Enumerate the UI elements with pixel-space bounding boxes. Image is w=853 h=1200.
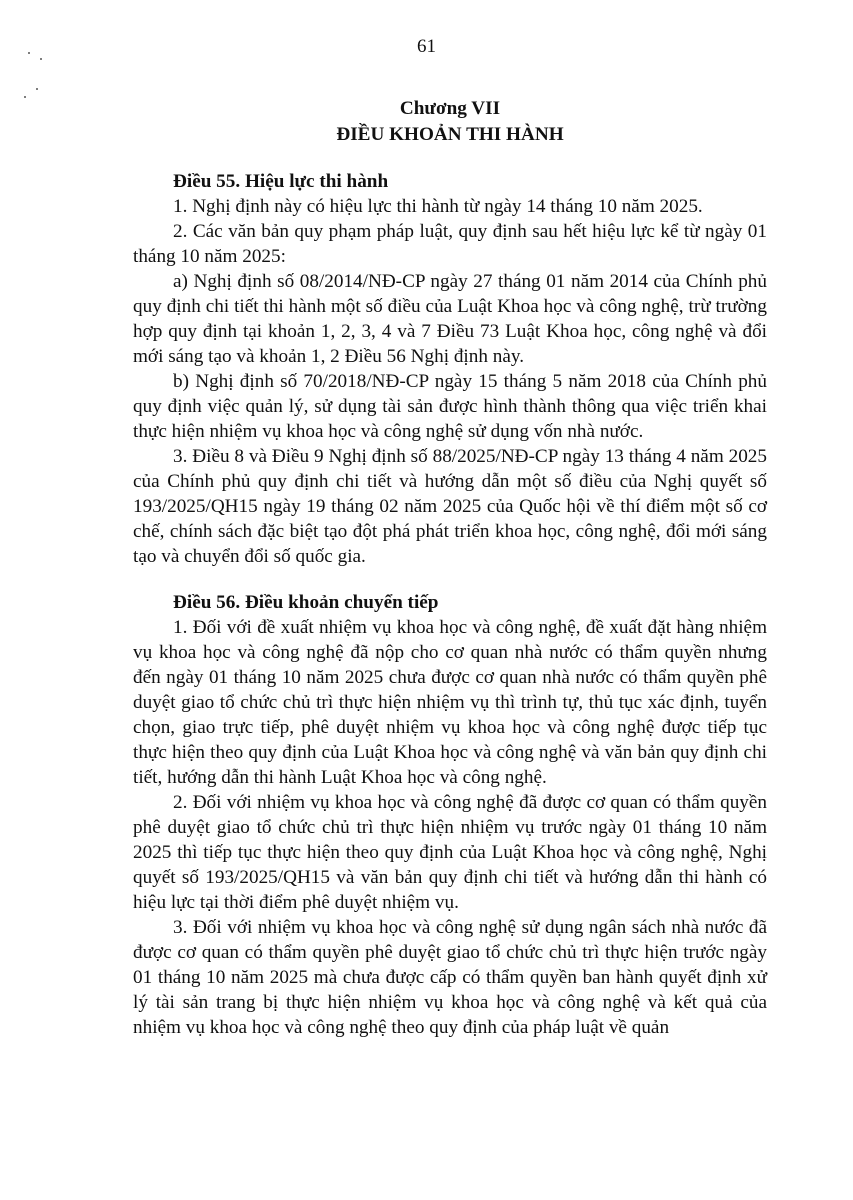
article-56-clause-2: 2. Đối với nhiệm vụ khoa học và công nghệ đã được cơ quan có thẩm quyền phê duyệt giao tổ chức chủ trì thực hiện nhiệm vụ trước ngày 01 tháng 10 năm 2025 thì tiếp tục thực hiện theo quy định của Luật Khoa học và công nghệ, Nghị quyết số 193/2025/QH15 và văn bản quy định chi tiết và hướng dẫn thi hành có hiệu lực tại thời điểm phê duyệt nhiệm vụ. — [133, 792, 767, 913]
chapter-number: Chương VII — [399, 98, 501, 119]
scan-speck — [36, 88, 38, 90]
scan-speck — [24, 96, 26, 98]
article-55-title: Điều 55. Hiệu lực thi hành — [173, 171, 389, 192]
document-body — [133, 96, 767, 1040]
article-56-clause-3: 3. Đối với nhiệm vụ khoa học và công nghệ sử dụng ngân sách nhà nước đã được cơ quan có thẩm quyền phê duyệt giao tổ chức chủ trì thực hiện trước ngày 01 tháng 10 năm 2025 mà chưa được cấp có thẩm quyền ban hành quyết định xử lý tài sản trang bị thực hiện nhiệm vụ khoa học và công nghệ và kết quả của nhiệm vụ khoa học và công nghệ theo quy định của pháp luật về quản — [133, 917, 767, 1038]
article-56-clause-1: 1. Đối với đề xuất nhiệm vụ khoa học và công nghệ, đề xuất đặt hàng nhiệm vụ khoa học và công nghệ đã nộp cho cơ quan nhà nước có thẩm quyền nhưng đến ngày 01 tháng 10 năm 2025 chưa được cơ quan nhà nước có thẩm quyền phê duyệt giao tổ chức chủ trì thực hiện nhiệm vụ thì trình tự, thủ tục xác định, tuyển chọn, giao trực tiếp, phê duyệt nhiệm vụ khoa học và công nghệ được tiếp tục thực hiện theo quy định của Luật Khoa học và công nghệ và văn bản quy định chi tiết, hướng dẫn thi hành Luật Khoa học và công nghệ. — [133, 617, 767, 788]
article-55-clause-2: 2. Các văn bản quy phạm pháp luật, quy định sau hết hiệu lực kể từ ngày 01 tháng 10 năm 2025: — [133, 221, 767, 267]
article-56-title: Điều 56. Điều khoản chuyển tiếp — [173, 592, 439, 613]
chapter-title: ĐIỀU KHOẢN THI HÀNH — [336, 124, 564, 145]
scan-speck — [40, 58, 42, 60]
article-55-clause-2a: a) Nghị định số 08/2014/NĐ-CP ngày 27 tháng 01 năm 2014 của Chính phủ quy định chi tiết thi hành một số điều của Luật Khoa học và công nghệ, trừ trường hợp quy định tại khoản 1, 2, 3, 4 và 7 Điều 73 Luật Khoa học, công nghệ và đổi mới sáng tạo và khoản 1, 2 Điều 56 Nghị định này. — [133, 271, 767, 367]
article-55-clause-2b: b) Nghị định số 70/2018/NĐ-CP ngày 15 tháng 5 năm 2018 của Chính phủ quy định việc quản lý, sử dụng tài sản được hình thành thông qua việc triển khai thực hiện nhiệm vụ khoa học và công nghệ sử dụng vốn nhà nước. — [133, 371, 767, 442]
article-55-clause-3: 3. Điều 8 và Điều 9 Nghị định số 88/2025/NĐ-CP ngày 13 tháng 4 năm 2025 của Chính phủ quy định chi tiết và hướng dẫn một số điều của Nghị quyết số 193/2025/QH15 ngày 19 tháng 02 năm 2025 của Quốc hội về thí điểm một số cơ chế, chính sách đặc biệt tạo đột phá phát triển khoa học, công nghệ, đổi mới sáng tạo và chuyển đổi số quốc gia. — [133, 446, 767, 567]
page-number: 61 — [417, 36, 436, 57]
article-55-clause-1: 1. Nghị định này có hiệu lực thi hành từ ngày 14 tháng 10 năm 2025. — [173, 196, 703, 217]
